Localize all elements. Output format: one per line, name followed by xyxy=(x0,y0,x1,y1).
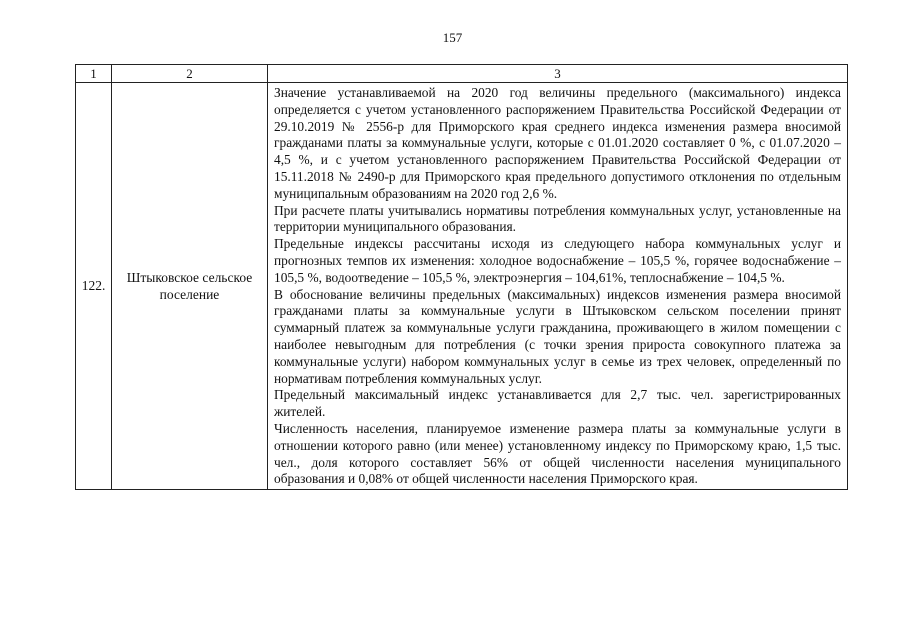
paragraph-registered-residents: Предельный максимальный индекс устанавливается для 2,7 тыс. чел. зарегистрированных жителей. xyxy=(274,387,841,420)
paragraph-index-basis: Значение устанавливаемой на 2020 год величины предельного (максимального) индекса определяется с учетом установленного распоряжением Правительства Российской Федерации от 29.10.2019 № 2556-р для Приморского края среднего индекса изменения размера вносимой гражданами платы за коммунальные услуги, которые с 01.01.2020 составляет 0 %, с 01.07.2020 – 4,5 %, и с учетом установленного распоряжением Правительства Российской Федерации от 15.11.2018 № 2490-р для Приморского края предельного допустимого отклонения по отдельным муниципальным образованиям на 2020 год 2,6 %. xyxy=(274,85,841,201)
municipality-name: Штыковское сельское поселение xyxy=(112,83,268,490)
paragraph-justification: В обоснование величины предельных (максимальных) индексов изменения размера вносимой гражданами платы за коммунальные услуги в Штыковском сельском поселении принят суммарный платеж за коммунальные услуги гражданина, проживающего в жилом помещении с наиболее невыгодным для потребления (с точки зрения прироста совокупного платежа за коммунальные услуги) набором коммунальных услуг в семье из трех человек, определенный по нормативам потребления коммунальных услуг. xyxy=(274,286,841,386)
table-row xyxy=(76,83,848,490)
header-cell-1: 1 xyxy=(76,65,112,83)
document-table xyxy=(75,64,848,490)
page-number: 157 xyxy=(442,30,463,45)
header-cell-2: 2 xyxy=(112,65,268,83)
paragraph-service-indices: Предельные индексы рассчитаны исходя из следующего набора коммунальных услуг и прогнозных темпов их изменения: холодное водоснабжение – 105,5 %, горячее водоснабжение – 105,5 %, водоотведение – 105,5 %, электроэнергия – 104,61%, теплоснабжение – 104,5 %. xyxy=(274,236,841,285)
description-cell xyxy=(268,83,848,490)
paragraph-population-share: Численность населения, планируемое изменение размера платы за коммунальные услуги в отношении которого равно (или менее) установленному индексу по Приморскому краю, 1,5 тыс. чел., доля которого составляет 56% от общей численности населения муниципального образования и 0,08% от общей численности населения Приморского края. xyxy=(274,420,841,487)
header-cell-3: 3 xyxy=(268,65,848,83)
paragraph-norms: При расчете платы учитывались нормативы потребления коммунальных услуг, установленные на территории муниципального образования. xyxy=(274,202,841,235)
row-number: 122. xyxy=(76,83,112,490)
table-header-row xyxy=(76,65,848,83)
